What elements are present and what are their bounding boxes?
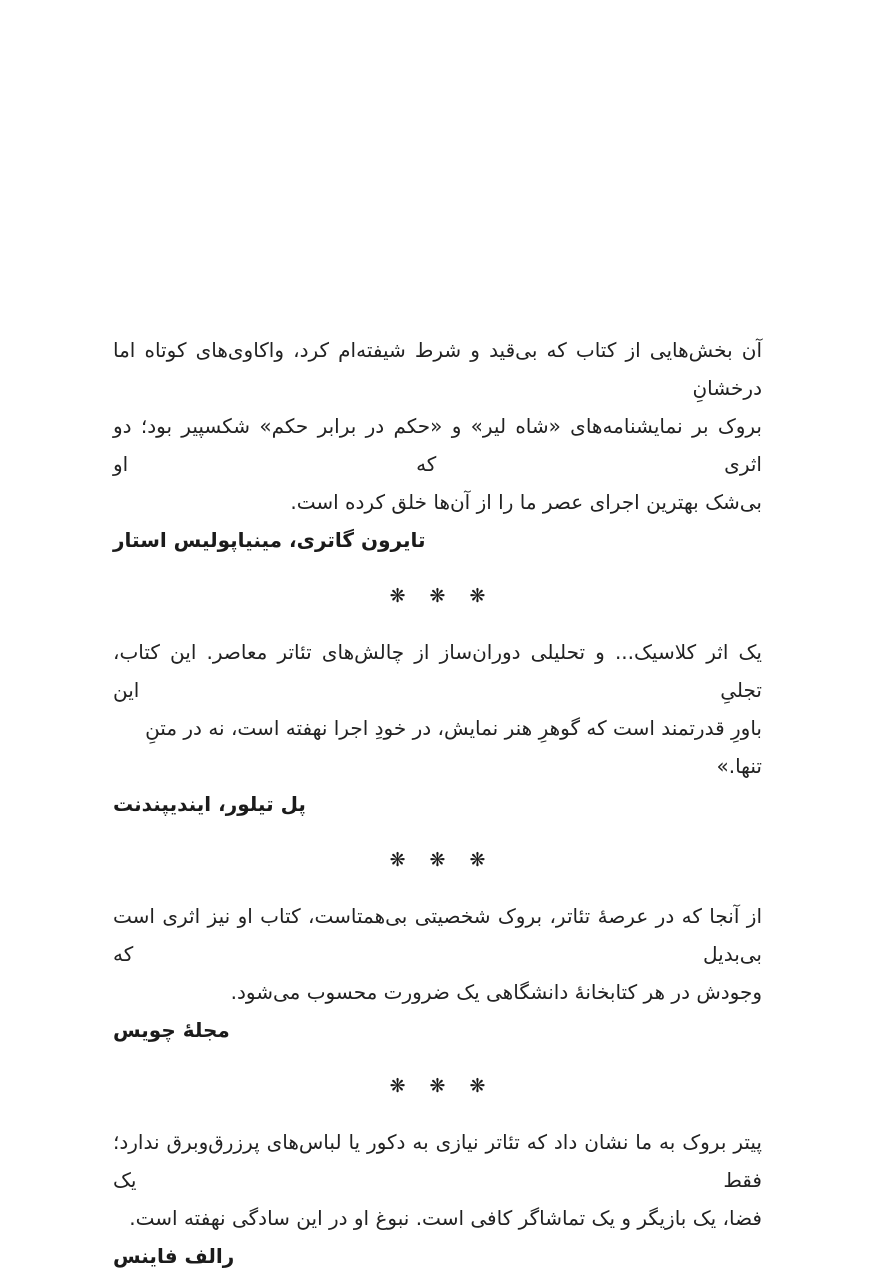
blurb-text-line: پیتر بروک به ما نشان داد که تئاتر نیازی به دکور یا لباس‌های پرزرق‌وبرق ندارد؛ فقط یک (113, 1130, 762, 1192)
blurb-fiennes (113, 1123, 762, 1275)
blurb-attribution: پل تیلور، ایندیپندنت (113, 792, 306, 816)
asterisk-divider-icon: ❋ ❋ ❋ (389, 585, 495, 607)
asterisk-divider-icon: ❋ ❋ ❋ (389, 849, 495, 871)
blurb-attribution: تایرون گاتری، مینیاپولیس استار (113, 528, 426, 552)
blurb-text-line: آن بخش‌هایی از کتاب که بی‌قید و شرط شیفته‌ام کرد، واکاوی‌های کوتاه اما درخشانِ (113, 338, 762, 400)
blurb-guthrie (113, 331, 762, 559)
blurb-text-line: یک اثر کلاسیک... و تحلیلی دوران‌ساز از چالش‌های تئاتر معاصر. این کتاب، تجلیِ این (113, 640, 762, 702)
section-divider (113, 577, 762, 615)
blurb-attribution: مجلۀ چویس (113, 1018, 230, 1042)
blurb-choice (113, 897, 762, 1049)
blurb-text-line: بروک بر نمایشنامه‌های «شاه لیر» و «حکم در برابر حکم» شکسپیر بود؛ دو اثری که او (113, 414, 762, 476)
blurb-attribution: رالف فاینس (113, 1244, 235, 1268)
blurb-text-line: وجودش در هر کتابخانۀ دانشگاهی یک ضرورت محسوب می‌شود. (230, 980, 762, 1004)
section-divider (113, 841, 762, 879)
blurb-text-line: فضا، یک بازیگر و یک تماشاگر کافی است. نبوغ او در این سادگی نهفته است. (129, 1206, 762, 1230)
blurb-taylor (113, 633, 762, 823)
blurb-text-line: باورِ قدرتمند است که گوهرِ هنر نمایش، در خودِ اجرا نهفته است، نه در متنِ تنها.» (145, 716, 762, 778)
blurb-text-line: بی‌شک بهترین اجرای عصر ما را از آن‌ها خلق کرده است. (290, 490, 762, 514)
blurb-text-line: از آنجا که در عرصۀ تئاتر، بروک شخصیتی بی‌همتاست، کتاب او نیز اثری است بی‌بدیل که (113, 904, 762, 966)
section-divider (113, 1067, 762, 1105)
asterisk-divider-icon: ❋ ❋ ❋ (389, 1075, 495, 1097)
